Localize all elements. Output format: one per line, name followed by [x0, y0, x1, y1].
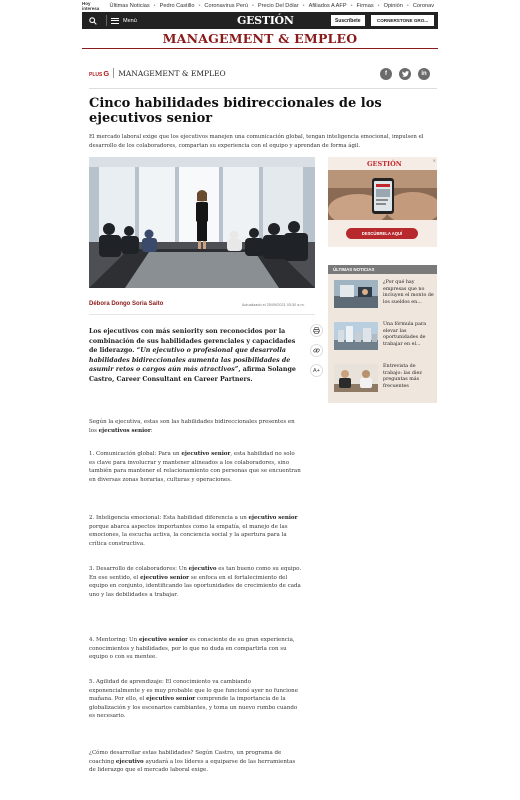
breadcrumb — [89, 68, 226, 78]
article-paragraph: 5. Agilidad de aprendizaje: El conocimiento va cambiando exponencialmente y es muy probable que lo que funcionó ayer no funcione mañana. Por ello, el ejecutivo senior comprende la importancia de la globalización y los escenarios cambiantes, y toma un nuevo rumbo cuando es necesario. — [89, 679, 298, 719]
news-headline[interactable]: Entrevista de trabajo: las diez preguntas más frecuentes — [383, 364, 422, 389]
article-paragraph: 4. Mentoring: Un ejecutivo senior es consciente de su gran experiencia, conocimientos y habilidades, por lo que no duda en compartirla con su equipo o con su mentee. — [89, 637, 295, 660]
site-logo[interactable]: GESTIÓN — [237, 14, 294, 27]
trending-link[interactable]: Precio Del Dólar — [257, 3, 299, 9]
news-thumbnail — [334, 322, 378, 350]
latest-news-panel — [328, 265, 437, 403]
news-headline[interactable]: Una fórmula para elevar las oportunidades de trabajar en el... — [383, 322, 427, 347]
article-paragraph: ¿Cómo desarrollar estas habilidades? Según Castro, un programa de coaching ejecutivo ayudará a los líderes a equiparse de las herramientas de liderazgo que el mercado laboral exige. — [89, 750, 296, 773]
news-item[interactable] — [334, 322, 434, 352]
twitter-icon[interactable] — [399, 68, 411, 80]
article-paragraph: 2. Inteligencia emocional: Esta habilidad diferencia a un ejecutivo senior porque abarca aspectos importantes como la empatía, el manejo de las emociones, la escucha activa, la conciencia social y la apertura para la crítica constructiva. — [89, 515, 298, 547]
article-headline: Cinco habilidades bidireccionales de los ejecutivos senior — [89, 96, 382, 126]
article-subheadline: El mercado laboral exige que los ejecutivos manejen una comunicación global, tengan inteligencia emocional, impulsen el desarrollo de los colaboradores, compartan su experiencia con el equipo y aprendan de forma ágil. — [89, 134, 424, 149]
user-account-button[interactable]: CORNERSTONE GRO... — [371, 15, 434, 26]
facebook-icon[interactable]: f — [380, 68, 392, 80]
article-paragraph: Según la ejecutiva, estas son las habilidades bidireccionales presentes en los ejecutivos senior: — [89, 419, 295, 434]
article-lead: Los ejecutivos con más seniority son reconocidos por la combinación de sus habilidades gerenciales y capacidades de liderazgo. “Un ejecutivo o profesional que desarrolla habilidades bidireccionales aumenta las posibilidades de asumir retos o cargos aún más atractivos”, afirma Solange Castro, Career Consultant en Career Partners. — [89, 328, 296, 383]
ad-image — [328, 170, 437, 220]
news-thumbnail — [334, 280, 378, 308]
breadcrumb-section[interactable]: MANAGEMENT & EMPLEO — [118, 68, 226, 78]
article-photo[interactable] — [89, 157, 315, 288]
trending-label: Hoy interesa — [82, 1, 100, 11]
latest-news-title: ÚLTIMAS NOTICIAS — [328, 265, 437, 274]
updated-timestamp: Actualizado el 25/09/2021 03:30 a.m. — [242, 303, 305, 307]
trending-link[interactable]: Afiliados A AFP — [308, 3, 347, 9]
top-trending-bar: Hoy interesa Últimas Noticias • Pedro Castillo • Coronavirus Perú • Precio Del Dólar • Afiliados A AFP • Firmas • Opinión • Coronav — [82, 1, 434, 11]
ad-logo: GESTIÓN — [367, 160, 402, 168]
print-icon[interactable] — [310, 324, 323, 337]
news-headline[interactable]: ¿Por qué hay empresas que no incluyen el monto de los sueldos en... — [383, 280, 434, 305]
trending-link[interactable]: Coronav — [412, 3, 434, 9]
news-item[interactable] — [334, 280, 434, 310]
menu-label: Menú — [123, 17, 137, 24]
hamburger-icon — [111, 18, 119, 24]
sidebar-ad[interactable] — [328, 157, 437, 247]
article-paragraph: 1. Comunicación global: Para un ejecutivo senior, esta habilidad no solo es clave para involucrar y mantener alineados a los colaboradores, sino también para mantener el relacionamiento con personas que se encuentran en diversas zonas horarias, culturas y operaciones. — [89, 451, 301, 483]
section-title[interactable]: MANAGEMENT & EMPLEO — [162, 31, 358, 46]
plus-g-logo[interactable]: PLUSG — [89, 68, 110, 78]
linkedin-icon[interactable]: in — [418, 68, 430, 80]
author-name[interactable]: Débora Dongo Soria Saito — [89, 301, 164, 307]
article-tools — [310, 324, 324, 384]
article-paragraph: 3. Desarrollo de colaboradores: Un ejecutivo es tan bueno como su equipo. En ese sentido, el ejecutivo senior se enfoca en el fortalecimiento del equipo en conjunto, identificando las oportunidades de crecimiento de cada uno y las debilidades a trabajar. — [89, 566, 302, 598]
divider — [89, 88, 437, 89]
link-icon[interactable] — [310, 344, 323, 357]
trending-link[interactable]: Opinión — [383, 3, 403, 9]
subscribe-button[interactable]: Suscríbete — [331, 15, 365, 26]
divider — [89, 314, 315, 315]
trending-link[interactable]: Pedro Castillo — [159, 3, 195, 9]
ad-cta-button[interactable]: DESCÚBRELA AQUÍ — [346, 228, 418, 239]
site-header — [82, 12, 438, 29]
trending-link[interactable]: Firmas — [356, 3, 374, 9]
news-thumbnail — [334, 364, 378, 392]
trending-link[interactable]: Coronavirus Perú — [204, 3, 248, 9]
divider — [82, 48, 438, 49]
search-icon[interactable] — [82, 12, 104, 29]
font-size-icon[interactable]: A+ — [310, 364, 323, 377]
ad-close-icon[interactable]: ✕ — [432, 158, 436, 163]
menu-button[interactable] — [111, 18, 137, 24]
trending-link[interactable]: Últimas Noticias — [109, 3, 150, 9]
news-item[interactable] — [334, 364, 434, 394]
